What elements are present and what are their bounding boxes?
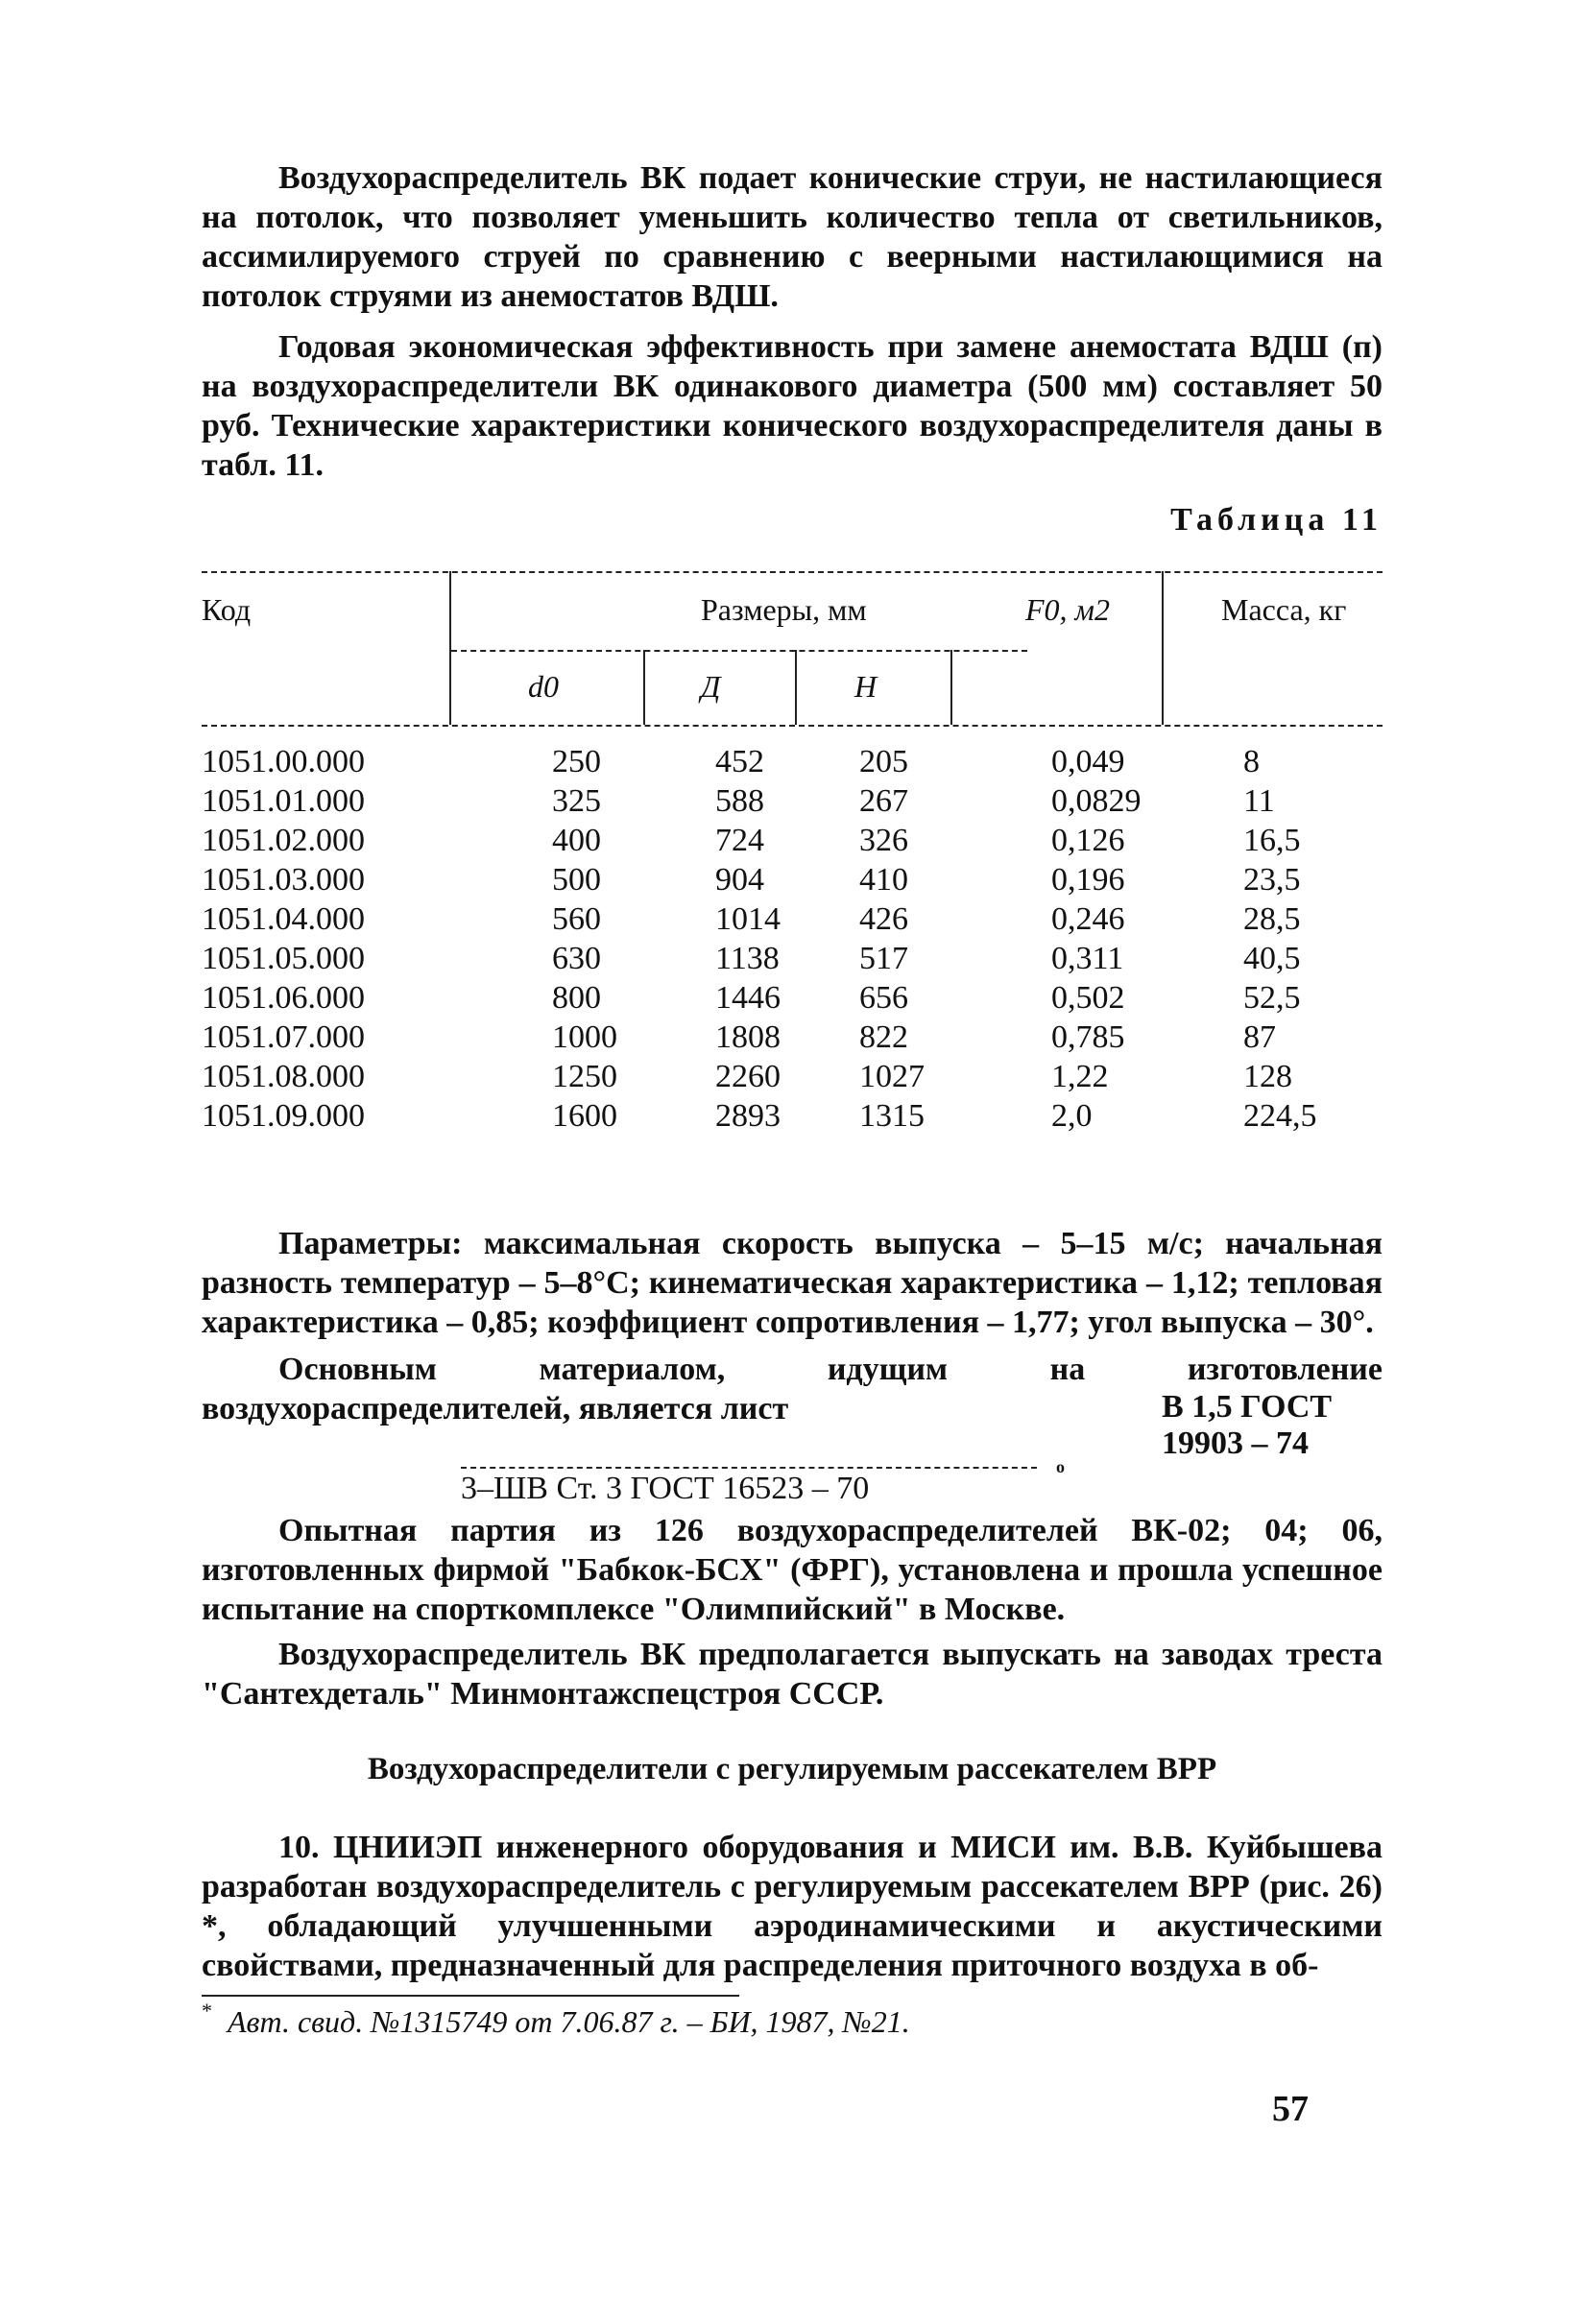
table-cell-m: 128 <box>1243 1059 1292 1094</box>
footnote-text: Авт. свид. №1315749 от 7.06.87 г. – БИ, 1987, №21. <box>228 2004 910 2039</box>
table-row <box>202 821 1359 860</box>
table-cell-dd: 1446 <box>715 980 781 1016</box>
header-h: Н <box>854 669 878 704</box>
table-cell-h: 822 <box>859 1019 908 1055</box>
table-cell-f: 0,049 <box>1051 744 1125 779</box>
table-cell-m: 28,5 <box>1243 901 1301 937</box>
table-cell-h: 1315 <box>859 1098 925 1134</box>
material-text: Основным материалом, идущим на изготовление воздухораспределителей, является лист <box>202 1352 1383 1426</box>
table-divider <box>1162 571 1164 725</box>
table-cell-h: 326 <box>859 823 908 858</box>
table-cell-h: 1027 <box>859 1059 925 1094</box>
table-cell-d0: 250 <box>552 744 601 779</box>
gost-mark: о <box>1056 1457 1065 1476</box>
table-cell-dd: 1138 <box>715 941 780 976</box>
footnote-rule <box>202 1995 739 1997</box>
specs-table <box>202 571 1383 1224</box>
table-cell-code: 1051.08.000 <box>202 1059 365 1094</box>
table-cell-m: 11 <box>1243 783 1275 819</box>
table-cell-h: 205 <box>859 744 908 779</box>
table-divider <box>795 650 797 725</box>
table-cell-m: 16,5 <box>1243 823 1301 858</box>
table-cell-code: 1051.02.000 <box>202 823 365 858</box>
page-number: 57 <box>1272 2089 1309 2129</box>
table-row <box>202 860 1359 899</box>
table-cell-dd: 724 <box>715 823 764 858</box>
table-cell-code: 1051.09.000 <box>202 1098 365 1134</box>
table-row <box>202 742 1359 781</box>
table-cell-h: 656 <box>859 980 908 1016</box>
table-cell-dd: 2260 <box>715 1059 781 1094</box>
table-cell-h: 517 <box>859 941 908 976</box>
paragraph-batch: Опытная партия из 126 воздухораспределителей ВК-02; 04; 06, изготовленных фирмой "Бабкок-БСХ" (ФРГ), установлена и прошла успешное испытание на спорткомплексе "Олимпийский" в Москве. <box>202 1513 1383 1627</box>
table-cell-h: 410 <box>859 862 908 898</box>
table-cell-m: 224,5 <box>1243 1098 1317 1134</box>
gost-dash-rule <box>461 1467 1037 1469</box>
table-cell-d0: 1600 <box>552 1098 617 1134</box>
table-cell-f: 0,311 <box>1051 941 1124 976</box>
paragraph-section-ten: 10. ЦНИИЭП инженерного оборудования и МИСИ им. В.В. Куйбышева разработан воздухораспределитель с регулируемым рассекателем ВРР (рис. 26) *, обладающий улучшенными аэродинамическими и акустическими свойствами, предназначенный для распределения приточного воздуха в об- <box>202 1830 1383 1983</box>
table-cell-code: 1051.06.000 <box>202 980 365 1016</box>
table-body <box>202 742 1359 1136</box>
header-mass: Масса, кг <box>1221 592 1347 627</box>
table-divider <box>950 650 952 725</box>
table-cell-f: 0,196 <box>1051 862 1125 898</box>
table-row <box>202 1096 1359 1136</box>
table-cell-d0: 1000 <box>552 1019 617 1055</box>
table-cell-dd: 904 <box>715 862 764 898</box>
table-cell-f: 0,126 <box>1051 823 1125 858</box>
table-cell-code: 1051.00.000 <box>202 744 365 779</box>
table-row <box>202 939 1359 978</box>
table-top-rule <box>202 571 1383 573</box>
table-row <box>202 978 1359 1018</box>
table-cell-f: 2,0 <box>1051 1098 1093 1134</box>
table-cell-d0: 500 <box>552 862 601 898</box>
paragraph-economy: Годовая экономическая эффективность при замене анемостата ВДШ (п) на воздухораспределители ВК одинакового диаметра (500 мм) составляет 50 руб. Технические характеристики конического воздухораспределителя даны в табл. 11. <box>202 329 1383 483</box>
table-header-rule <box>202 725 1383 727</box>
table-caption: Таблица 11 <box>1170 502 1383 538</box>
header-dd: Д <box>701 669 721 704</box>
table-cell-d0: 800 <box>552 980 601 1016</box>
header-code: Код <box>202 592 252 627</box>
table-cell-d0: 630 <box>552 941 601 976</box>
table-cell-d0: 325 <box>552 783 601 819</box>
table-cell-d0: 1250 <box>552 1059 617 1094</box>
table-subheader-rule <box>451 650 1027 652</box>
table-cell-dd: 1014 <box>715 901 781 937</box>
table-cell-f: 0,785 <box>1051 1019 1125 1055</box>
table-cell-dd: 452 <box>715 744 764 779</box>
table-row <box>202 899 1359 939</box>
table-cell-code: 1051.05.000 <box>202 941 365 976</box>
footnote-star: * <box>202 1999 212 2023</box>
header-area: F0, м2 <box>1025 592 1110 627</box>
table-cell-code: 1051.04.000 <box>202 901 365 937</box>
table-cell-f: 0,502 <box>1051 980 1125 1016</box>
paragraph-plant: Воздухораспределитель ВК предполагается выпускать на заводах треста "Сантехдеталь" Минмонтажспецстроя СССР. <box>202 1637 1383 1712</box>
table-cell-dd: 1808 <box>715 1019 781 1055</box>
table-cell-h: 267 <box>859 783 908 819</box>
page-content <box>202 158 1383 2040</box>
table-divider <box>643 650 645 725</box>
paragraph-params: Параметры: максимальная скорость выпуска – 5–15 м/с; начальная разность температур – 5–8°С; кинематическая характеристика – 1,12; тепловая характеристика – 0,85; коэффициент сопротивления – 1,77; угол выпуска – 30°. <box>202 1226 1383 1340</box>
table-cell-m: 40,5 <box>1243 941 1301 976</box>
header-d0: d0 <box>528 669 559 704</box>
table-cell-h: 426 <box>859 901 908 937</box>
table-divider <box>449 571 451 725</box>
table-cell-d0: 560 <box>552 901 601 937</box>
table-row <box>202 1018 1359 1057</box>
header-sizes: Размеры, мм <box>701 592 867 627</box>
table-cell-d0: 400 <box>552 823 601 858</box>
table-cell-f: 1,22 <box>1051 1059 1109 1094</box>
table-cell-code: 1051.01.000 <box>202 783 365 819</box>
footnote <box>202 1999 1383 2040</box>
table-row <box>202 781 1359 821</box>
table-cell-m: 23,5 <box>1243 862 1301 898</box>
table-cell-f: 0,0829 <box>1051 783 1142 819</box>
section-subheading: Воздухораспределители с регулируемым рассекателем ВРР <box>367 1752 1217 1786</box>
gost-bottom: 3–ШВ Ст. 3 ГОСТ 16523 – 70 <box>461 1471 870 1506</box>
table-cell-code: 1051.03.000 <box>202 862 365 898</box>
table-cell-dd: 588 <box>715 783 764 819</box>
table-cell-code: 1051.07.000 <box>202 1019 365 1055</box>
table-cell-m: 87 <box>1243 1019 1276 1055</box>
gost-top: В 1,5 ГОСТ 19903 – 74 <box>1162 1389 1333 1461</box>
table-cell-f: 0,246 <box>1051 901 1125 937</box>
table-row <box>202 1057 1359 1096</box>
paragraph-intro: Воздухораспределитель ВК подает конические струи, не настилающиеся на потолок, что позволяет уменьшить количество тепла от светильников, ассимилируемого струей по сравнению с веерными настилающимися на потолок струями из анемостатов ВДШ. <box>202 160 1383 314</box>
table-cell-dd: 2893 <box>715 1098 781 1134</box>
table-cell-m: 52,5 <box>1243 980 1301 1016</box>
table-cell-m: 8 <box>1243 744 1260 779</box>
